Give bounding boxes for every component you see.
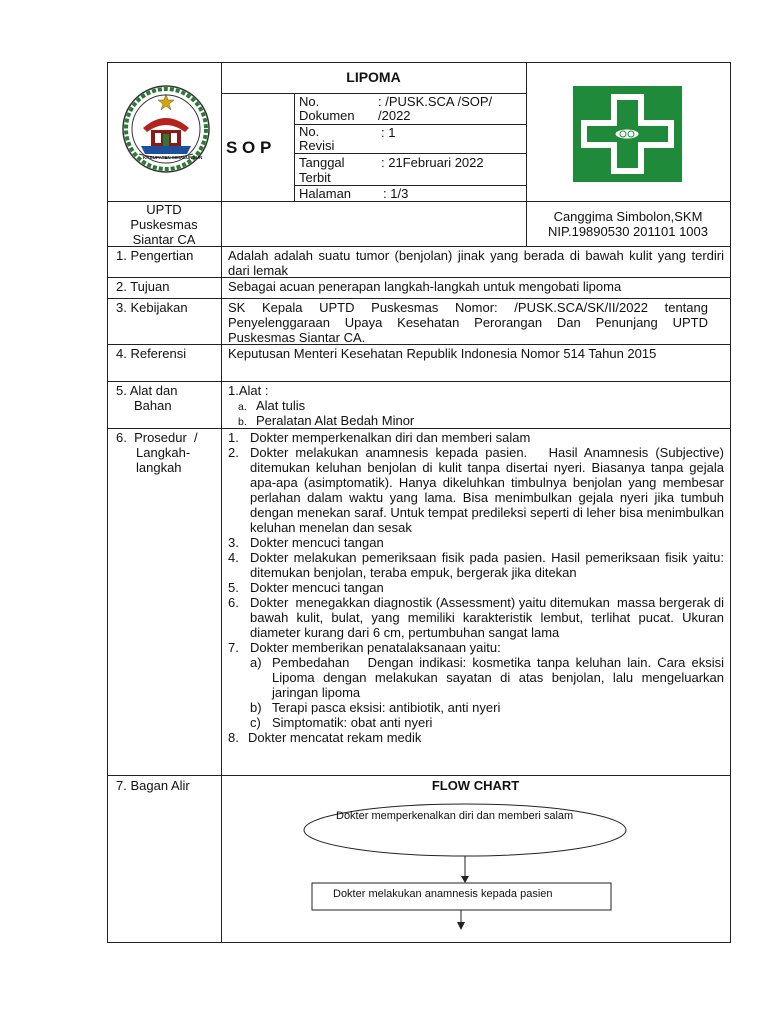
procedure-step [228,730,724,745]
procedure-substep [228,700,724,715]
alat-marker-b: b. [238,416,247,428]
unit-name-line-1: UPTD [146,202,182,217]
doc-number-value: : /PUSK.SCA /SOP/ /2022 [378,94,493,123]
kebijakan-text: SK Kepala UPTD Puskesmas Nomor: /PUSK.SCA/SK/II/2022 tentang Penyelenggaraan Upaya Kesehatan Perorangan Dan Penunjang UPTD Puskesmas Siantar CA. [228,300,708,345]
procedure-step [228,595,728,640]
alat-heading: 1.Alat : [228,383,269,398]
step-number: 2. [228,445,239,460]
step-text: Dokter melakukan anamnesis kepada pasien. Hasil Anamnesis (Subjective) ditemukan keluhan benjolan di kulit tanpa disertai nyeri. Biasanya tanpa gejala apa-apa (asimptomatik). Hanya dikeluhkan timbulnya benjolan yang membesar perlahan dalam waktu yang lama. Bisa menimbulkan gejala nyeri jika tumbuh dengan menekan saraf. Untuk tempat predileksi seperti di leher bisa menimbulkan keluhan menelan dan sesak [250,445,728,535]
procedure-step [228,550,724,580]
seal-ribbon-text: KABUPATEN SIMALUNGUN [143,155,203,160]
step-number: 4. [228,550,239,565]
table-border-bottom [107,942,731,943]
substep-marker: c) [250,715,261,730]
procedure-substep [228,715,724,730]
tujuan-label: 2. Tujuan [116,279,170,294]
procedure-step [228,430,724,445]
alat-item-2: Peralatan Alat Bedah Minor [256,413,415,428]
table-border-left [107,62,108,943]
grid-line [107,428,731,429]
procedure-steps [228,430,728,745]
step-text: Dokter memperkenalkan diri dan memberi salam [250,430,531,445]
flowchart-arrowhead-2 [457,922,465,930]
step-text: Dokter mencuci tangan [250,580,384,595]
pengertian-text: Adalah adalah suatu tumor (benjolan) jinak yang berada di bawah kulit yang terdiri dari lemak [228,248,724,278]
flowchart-arrowhead-1 [461,876,469,883]
sop-label: S O P [226,138,272,157]
tujuan-text: Sebagai acuan penerapan langkah-langkah untuk mengobati lipoma [228,279,622,294]
page-value: : 1/3 [383,186,409,201]
flowchart [221,790,730,940]
table-border-right [730,62,731,943]
step-text: Dokter mencatat rekam medik [248,730,422,745]
prosedur-label-line-3: langkah [136,460,182,475]
unit-name-line-3: Siantar CA [132,232,196,247]
kebijakan-label: 3. Kebijakan [116,300,188,315]
signer-name: Canggima Simbolon,SKM [553,209,703,224]
referensi-text: Keputusan Menteri Kesehatan Republik Indonesia Nomor 514 Tahun 2015 [228,346,657,361]
procedure-step [228,640,724,655]
step-number: 3. [228,535,239,550]
substep-text: Pembedahan Dengan indikasi: kosmetika tanpa keluhan lain. Cara eksisi Lipoma dengan melakukan sayatan di atas benjolan, lalu mengeluarkan jaringan lipoma [272,655,728,700]
alat-marker-a: a. [238,401,247,413]
pengertian-label: 1. Pengertian [116,248,194,263]
publish-date-label: Tanggal Terbit [299,155,345,185]
grid-line [294,153,526,154]
puskesmas-cross-logo [573,86,682,182]
revision-value: : 1 [381,125,396,140]
prosedur-label-line-2: Langkah- [136,445,191,460]
step-number: 6. [228,595,239,610]
doc-number-label: No. Dokumen [299,94,355,123]
step-number: 5. [228,580,239,595]
procedure-step [228,535,724,550]
flowchart-node-2-text: Dokter melakukan anamnesis kepada pasien [333,888,553,900]
flowchart-node-1-text: Dokter memperkenalkan diri dan memberi salam [336,810,574,822]
unit-name-line-2: Puskesmas [130,217,198,232]
substep-marker: b) [250,700,262,715]
step-text: Dokter menegakkan diagnostik (Assessment) yaitu ditemukan massa bergerak di bawah kulit, bulat, yang memiliki karakteristik lembut, terlihat pucat. Ukuran diameter kurang dari 6 cm, pertumbuhan sangat lama [250,595,728,640]
step-number: 7. [228,640,239,655]
regency-seal-logo [121,84,211,174]
procedure-step [228,580,724,595]
grid-line [107,381,731,382]
step-text: Dokter memberikan penatalaksanaan yaitu: [250,640,501,655]
bagan-label: 7. Bagan Alir [116,778,190,793]
publish-date-value: : 21Februari 2022 [381,155,484,170]
page-label: Halaman [299,186,352,201]
step-text: Dokter melakukan pemeriksaan fisik pada pasien. Hasil pemeriksaan fisik yaitu: ditemukan benjolan, teraba empuk, bergerak jika ditekan [250,550,724,580]
step-number: 8. [228,730,239,745]
procedure-substep [228,655,728,700]
substep-marker: a) [250,655,262,670]
referensi-label: 4. Referensi [116,346,187,361]
procedure-step [228,445,728,535]
alat-item-1: Alat tulis [256,398,306,413]
alat-label-line-2: Bahan [134,398,172,413]
substep-text: Terapi pasca eksisi: antibiotik, anti nyeri [272,700,501,715]
table-border-top [107,62,731,63]
substep-text: Simptomatik: obat anti nyeri [272,715,433,730]
grid-line [107,298,731,299]
unit-name [107,202,221,247]
prosedur-label-line-1: 6. Prosedur / [116,430,198,445]
signer-nip: NIP.19890530 201101 1003 [547,224,708,239]
step-number: 1. [228,430,239,445]
step-text: Dokter mencuci tangan [250,535,384,550]
flowchart-title: FLOW CHART [431,778,520,793]
grid-line [107,775,731,776]
revision-label: No. Revisi [299,124,335,153]
alat-label-line-1: 5. Alat dan [116,383,178,398]
document-title: LIPOMA [346,69,401,85]
